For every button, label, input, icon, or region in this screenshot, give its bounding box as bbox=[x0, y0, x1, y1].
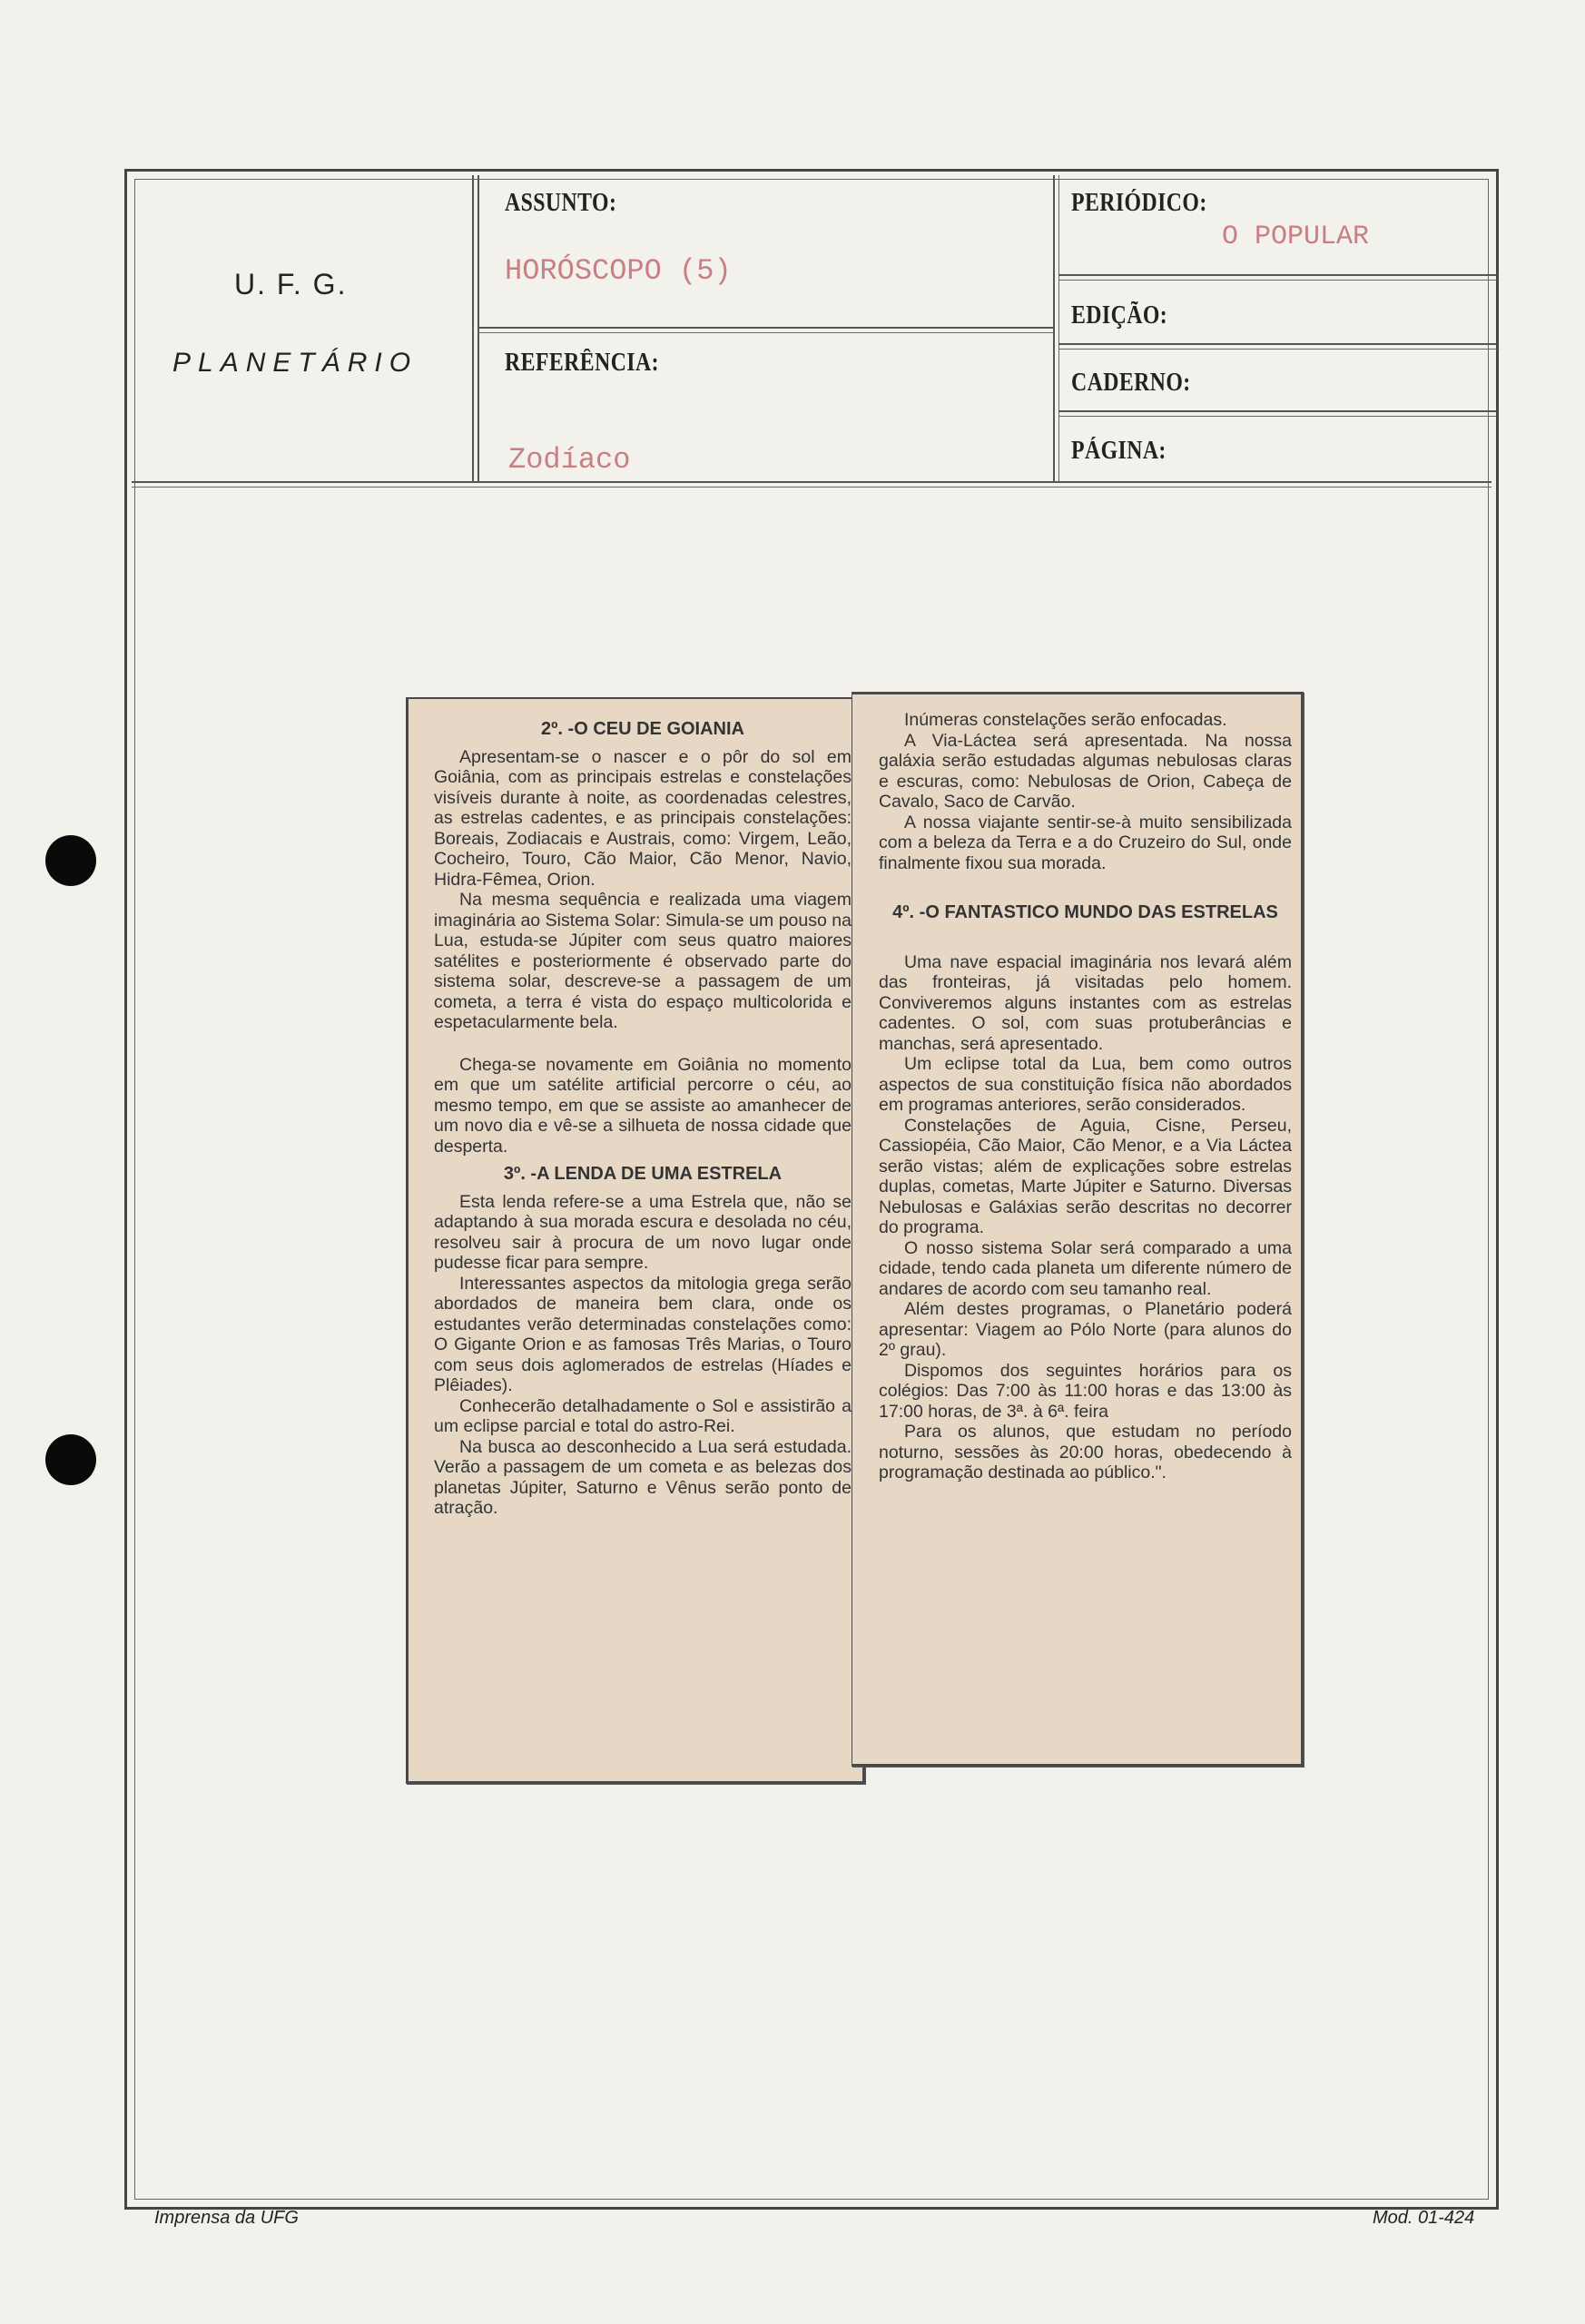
referencia-label: REFERÊNCIA: bbox=[505, 349, 659, 377]
article-paragraph: Constelações de Aguia, Cisne, Perseu, Cassiopéia, Cão Maior, Cão Menor, e a Via Láctea serão vistas; além de explicações sobre estrelas duplas, cometas, Marte Júpiter e Saturno. Diversas Nebulosas e Galáxias serão descritas no decorrer do programa. bbox=[879, 1115, 1292, 1237]
header-divider-left bbox=[472, 175, 474, 481]
paragraph-spacer bbox=[879, 873, 1292, 895]
edicao-divider bbox=[1058, 343, 1497, 345]
caderno-divider-2 bbox=[1058, 416, 1497, 417]
assunto-divider-2 bbox=[477, 332, 1053, 333]
article-paragraph: Inúmeras constelações serão enfocadas. bbox=[904, 710, 1227, 730]
periodico-divider bbox=[1058, 274, 1497, 276]
binder-hole-bottom bbox=[45, 1434, 96, 1485]
article-paragraph: Um eclipse total da Lua, bem como outros aspectos de sua constituição física não abordados em programas anteriores, serão considerados. bbox=[879, 1054, 1292, 1115]
caderno-divider bbox=[1058, 410, 1497, 412]
periodico-value: O POPULAR bbox=[1222, 222, 1370, 252]
article-paragraph: Interessantes aspectos da mitologia grega serão abordados de maneira bem clara, onde os estudantes verão determinadas constelações como: O Gigante Orion e as famosas Três Marias, o Touro com seus dois aglomerados de estrelas (Híades e Plêiades). bbox=[434, 1273, 852, 1395]
article-paragraph: Na busca ao desconhecido a Lua será estudada. Verão a passagem de um cometa e as belezas dos planetas Júpiter, Saturno e Vênus serão ponto de atração. bbox=[434, 1436, 852, 1518]
section-heading: 3º. -A LENDA DE UMA ESTRELA bbox=[503, 1164, 783, 1184]
article-paragraph: Além destes programas, o Planetário poderá apresentar: Viagem ao Pólo Norte (para alunos do 2º grau). bbox=[879, 1299, 1292, 1360]
caderno-label: CADERNO: bbox=[1071, 369, 1191, 397]
article-paragraph: Uma nave espacial imaginária nos levará além das fronteiras, já visitadas pelo homem. Conviveremos alguns instantes com as estrelas cadentes. O sol, com suas protuberâncias e manchas, será apresentado. bbox=[879, 951, 1292, 1054]
form-model-number: Mod. 01-424 bbox=[1373, 2208, 1475, 2228]
assunto-value: HORÓSCOPO (5) bbox=[505, 254, 732, 288]
paragraph-spacer bbox=[879, 931, 1292, 952]
article-paragraph: Chega-se novamente em Goiânia no momento em que um satélite artificial percorre o céu, ao mesmo tempo, em que se assiste ao amanhecer de um novo dia e vê-se a silhueta de nossa cidade que desperta. bbox=[434, 1054, 852, 1157]
article-paragraph: Para os alunos, que estudam no período noturno, sessões às 20:00 horas, obedecendo à programação destinada ao público.". bbox=[879, 1422, 1292, 1482]
article-paragraph: Esta lenda refere-se a uma Estrela que, não se adaptando à sua morada escura e desolada no céu, resolveu sair à procura de um novo lugar onde pudesse ficar para sempre. bbox=[434, 1191, 852, 1273]
binder-hole-top bbox=[45, 835, 96, 886]
edicao-label: EDIÇÃO: bbox=[1071, 301, 1168, 330]
header-divider-right bbox=[1053, 175, 1055, 481]
header-bottom-line bbox=[132, 481, 1491, 483]
department-name: PLANETÁRIO bbox=[172, 348, 418, 378]
article-paragraph: Apresentam-se o nascer e o pôr do sol em Goiânia, com as principais estrelas e constelações visíveis durante à noite, as coordenadas celestres, as estrelas cadentes, e as principais constelações: Boreais, Zodiacais e Austrais, como: Virgem, Leão, Cocheiro, Touro, Cão Maior, Cão Menor, Navio, Hidra-Fêmea, Orion. bbox=[434, 746, 852, 890]
article-paragraph: Conhecerão detalhadamente o Sol e assistirão a um eclipse parcial e total do astro-Rei. bbox=[434, 1395, 852, 1436]
section-heading: 2º. -O CEU DE GOIANIA bbox=[541, 719, 744, 739]
assunto-divider bbox=[477, 327, 1053, 329]
section-heading: 4º. -O FANTASTICO MUNDO DAS ESTRELAS bbox=[892, 902, 1278, 922]
paragraph-spacer bbox=[434, 1033, 852, 1055]
article-paragraph: O nosso sistema Solar será comparado a uma cidade, tendo cada planeta um diferente número de andares de acordo com seu tamanho real. bbox=[879, 1237, 1292, 1299]
article-paragraph: A Via-Láctea será apresentada. Na nossa galáxia serão estudadas algumas nebulosas claras e escuras, como: Nebulosas de Orion, Cabeça de Cavalo, Saco de Carvão. bbox=[879, 730, 1292, 812]
printer-credit: Imprensa da UFG bbox=[154, 2208, 299, 2228]
periodico-label: PERIÓDICO: bbox=[1071, 189, 1207, 217]
article-paragraph: Dispomos dos seguintes horários para os colégios: Das 7:00 às 11:00 horas e das 13:00 às 17:00 horas, de 3ª. à 6ª. feira bbox=[879, 1360, 1292, 1422]
periodico-divider-2 bbox=[1058, 280, 1497, 281]
institution-name: U. F. G. bbox=[234, 268, 348, 300]
referencia-value: Zodíaco bbox=[508, 443, 631, 477]
pagina-label: PÁGINA: bbox=[1071, 437, 1167, 465]
article-paragraph: Na mesma sequência e realizada uma viagem imaginária ao Sistema Solar: Simula-se um pouso na Lua, estuda-se Júpiter com seus quatro maiores satélites e posteriormente é observado parte do sistema solar, descreve-se a passagem de um cometa, a terra é vista do espaço multicolorida e espetacularmente bela. bbox=[434, 890, 852, 1032]
header-divider-right-2 bbox=[1058, 175, 1059, 481]
article-paragraph: A nossa viajante sentir-se-à muito sensibilizada com a beleza da Terra e a do Cruzeiro do Sul, onde finalmente fixou sua morada. bbox=[879, 812, 1292, 873]
edicao-divider-2 bbox=[1058, 349, 1497, 350]
clipping-right-column bbox=[879, 710, 1292, 1483]
clipping-left-column bbox=[434, 712, 852, 1519]
assunto-label: ASSUNTO: bbox=[505, 189, 617, 217]
